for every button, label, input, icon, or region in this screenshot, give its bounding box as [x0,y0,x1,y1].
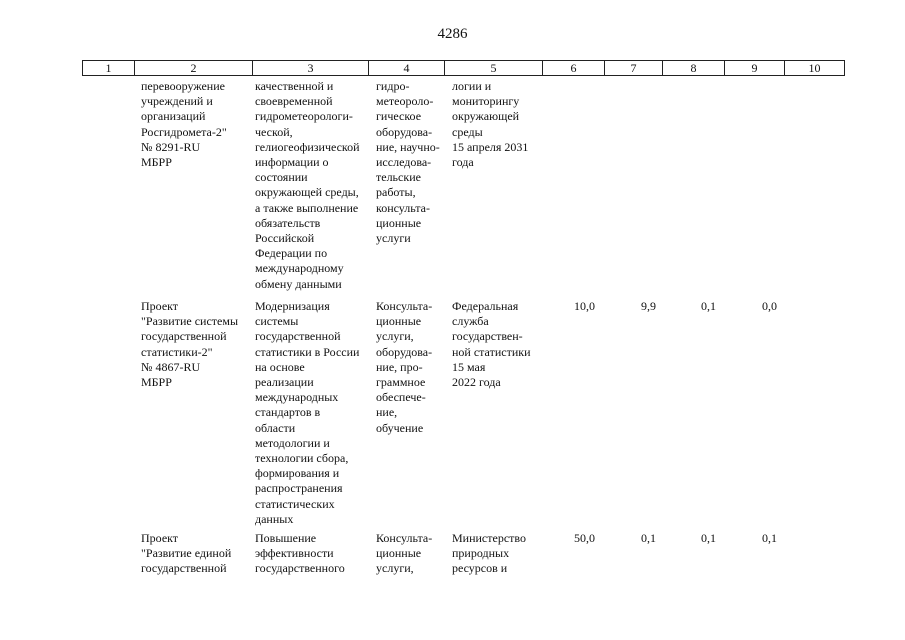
column-header-5: 5 [445,61,543,76]
row2-col7-value: 9,9 [641,299,656,313]
column-header-2: 2 [135,61,253,76]
row3-col7-value: 0,1 [641,531,656,545]
row1-project-name: перевооружение учреждений и организаций Росгидромета-2" № 8291-RU МБРР [141,79,227,170]
row2-col8-value: 0,1 [701,299,716,313]
column-header-4: 4 [369,61,445,76]
row2-col9-value: 0,0 [762,299,777,313]
row3-project-goal: Повышение эффективности государственного [255,531,345,576]
row3-expense-type: Консульта- ционные услуги, [376,531,433,576]
row2-col6-value: 10,0 [574,299,595,313]
row3-executor-date: Министерство природных ресурсов и [452,531,526,576]
column-number-header [82,60,845,76]
row1-expense-type: гидро- метеороло- гическое оборудова- ние, научно- исследова- тельские работы, консульта- ционные услуги [376,79,440,246]
row3-col8-value: 0,1 [701,531,716,545]
column-header-6: 6 [543,61,605,76]
column-header-7: 7 [605,61,663,76]
column-header-3: 3 [253,61,369,76]
column-header-8: 8 [663,61,725,76]
row2-project-goal: Модернизация системы государственной статистики в России на основе реализации международных стандартов в области методологии и технологии сбора, формирования и распространения статистических данных [255,299,360,526]
row1-project-goal: качественной и своевременной гидрометеорологи- ческой, гелиогеофизической информации о состоянии окружающей среды, а также выполнение обязательств Российской Федерации по международному обмену данными [255,79,360,291]
row2-expense-type: Консульта- ционные услуги, оборудова- ние, про- граммное обеспече- ние, обучение [376,299,433,435]
column-header-9: 9 [725,61,785,76]
row2-project-name: Проект "Развитие системы государственной статистики-2" № 4867-RU МБРР [141,299,239,390]
row1-executor-date: логии и мониторингу окружающей среды 15 апреля 2031 года [452,79,529,170]
row3-col9-value: 0,1 [762,531,777,545]
row2-executor-date: Федеральная служба государствен- ной статистики 15 мая 2022 года [452,299,531,390]
column-header-1: 1 [83,61,135,76]
row3-project-name: Проект "Развитие единой государственной [141,531,232,576]
page-number: 4286 [437,26,468,42]
row3-col6-value: 50,0 [574,531,595,545]
column-header-10: 10 [785,61,845,76]
